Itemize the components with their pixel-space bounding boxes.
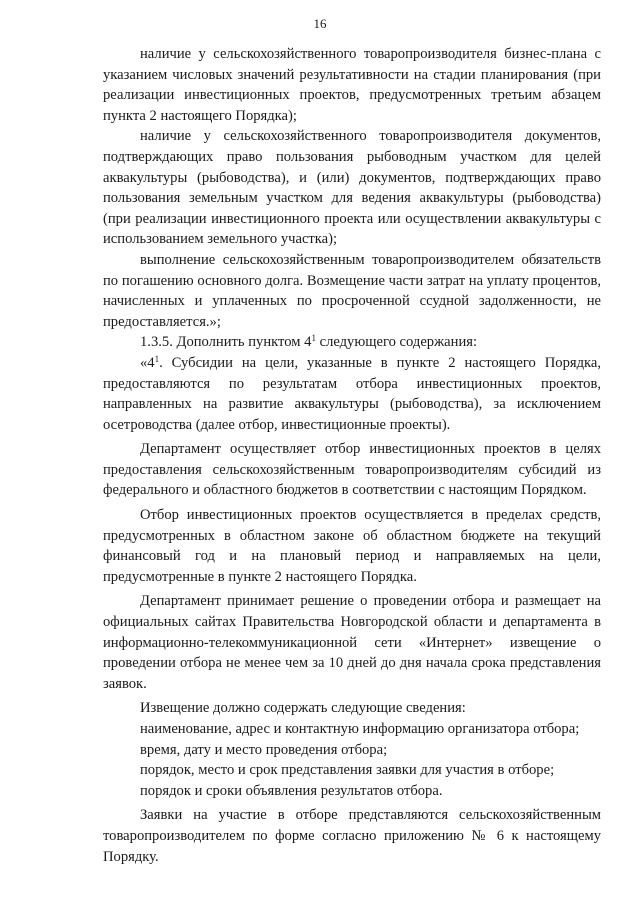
paragraph-selection-funds: Отбор инвестиционных проектов осуществляется в пределах средств, предусмотренных в областном законе об областном бюджете на текущий финансовый год и на плановый период и направляемых на цели, предусмотренные в пункте 2 настоящего Порядка. [103,507,601,585]
point-4-1-number: «4 [140,354,155,371]
point-4-1-text: . Субсидии на цели, указанные в пункте 2 настоящего Порядка, предоставляются по результатам отбора инвестиционных проектов, направленных на развитие аквакультуры (рыбоводства), за исключением осетроводства (далее отбор, инвестиционные проекты). [103,354,601,433]
notice-item-time-place: время, дату и место проведения отбора; [140,741,388,758]
paragraph-department-selection: Департамент осуществляет отбор инвестиционных проектов в целях предоставления сельскохозяйственным товаропроизводителям субсидий из федерального и областного бюджетов в соответствии с настоящим Порядком. [103,441,601,499]
paragraph-applications-form: Заявки на участие в отборе представляются сельскохозяйственным товаропроизводителем по форме согласно приложению № 6 к настоящему Порядку. [103,807,601,865]
notice-item-organizer: наименование, адрес и контактную информацию организатора отбора; [140,721,580,737]
amendment-text-start: 1.3.5. Дополнить пунктом 4 [140,334,312,351]
paragraph-debt-obligations: выполнение сельскохозяйственным товаропроизводителем обязательств по погашению основного долга. Возмещение части затрат на уплату процентов, начисленных и уплаченных по просроченной ссудной задолженности, не предоставляется.»; [103,251,601,330]
paragraph-notice-publication: Департамент принимает решение о проведении отбора и размещает на официальных сайтах Правительства Новгородской области и департамента в информационно-телекоммуникационной сети «Интернет» извещение о проведении отбора не менее чем за 10 дней до дня начала срока представления заявок. [103,593,601,692]
paragraph-fish-plot-documents: наличие у сельскохозяйственного товаропроизводителя документов, подтверждающих право пользования рыбоводным участком для целей аквакультуры (рыбоводства), и (или) документов, подтверждающих право пользования земельным участком для ведения аквакультуры (рыбоводства) (при реализации инвестиционного проекта или осуществлении аквакультуры с использованием земельного участка); [103,128,601,248]
notice-item-results: порядок и сроки объявления результатов отбора. [140,782,443,799]
amendment-superscript: 1 [311,333,316,344]
amendment-text-end: следующего содержания: [315,334,478,351]
point-4-1-superscript: 1 [154,353,160,364]
paragraph-amendment-1-3-5 [103,332,601,353]
notice-item-application-procedure: порядок, место и срок представления заявки для участия в отборе; [140,762,555,779]
document-body [103,44,601,867]
paragraph-notice-contents: Извещение должно содержать следующие сведения: [140,700,466,717]
paragraph-business-plan: наличие у сельскохозяйственного товаропроизводителя бизнес-плана с указанием числовых значений результативности на стадии планирования (при реализации инвестиционных проектов, предусмотренных третьим абзацем пункта 2 настоящего Порядка); [103,46,601,124]
paragraph-point-4-1 [103,353,601,435]
page-number: 16 [313,16,327,31]
